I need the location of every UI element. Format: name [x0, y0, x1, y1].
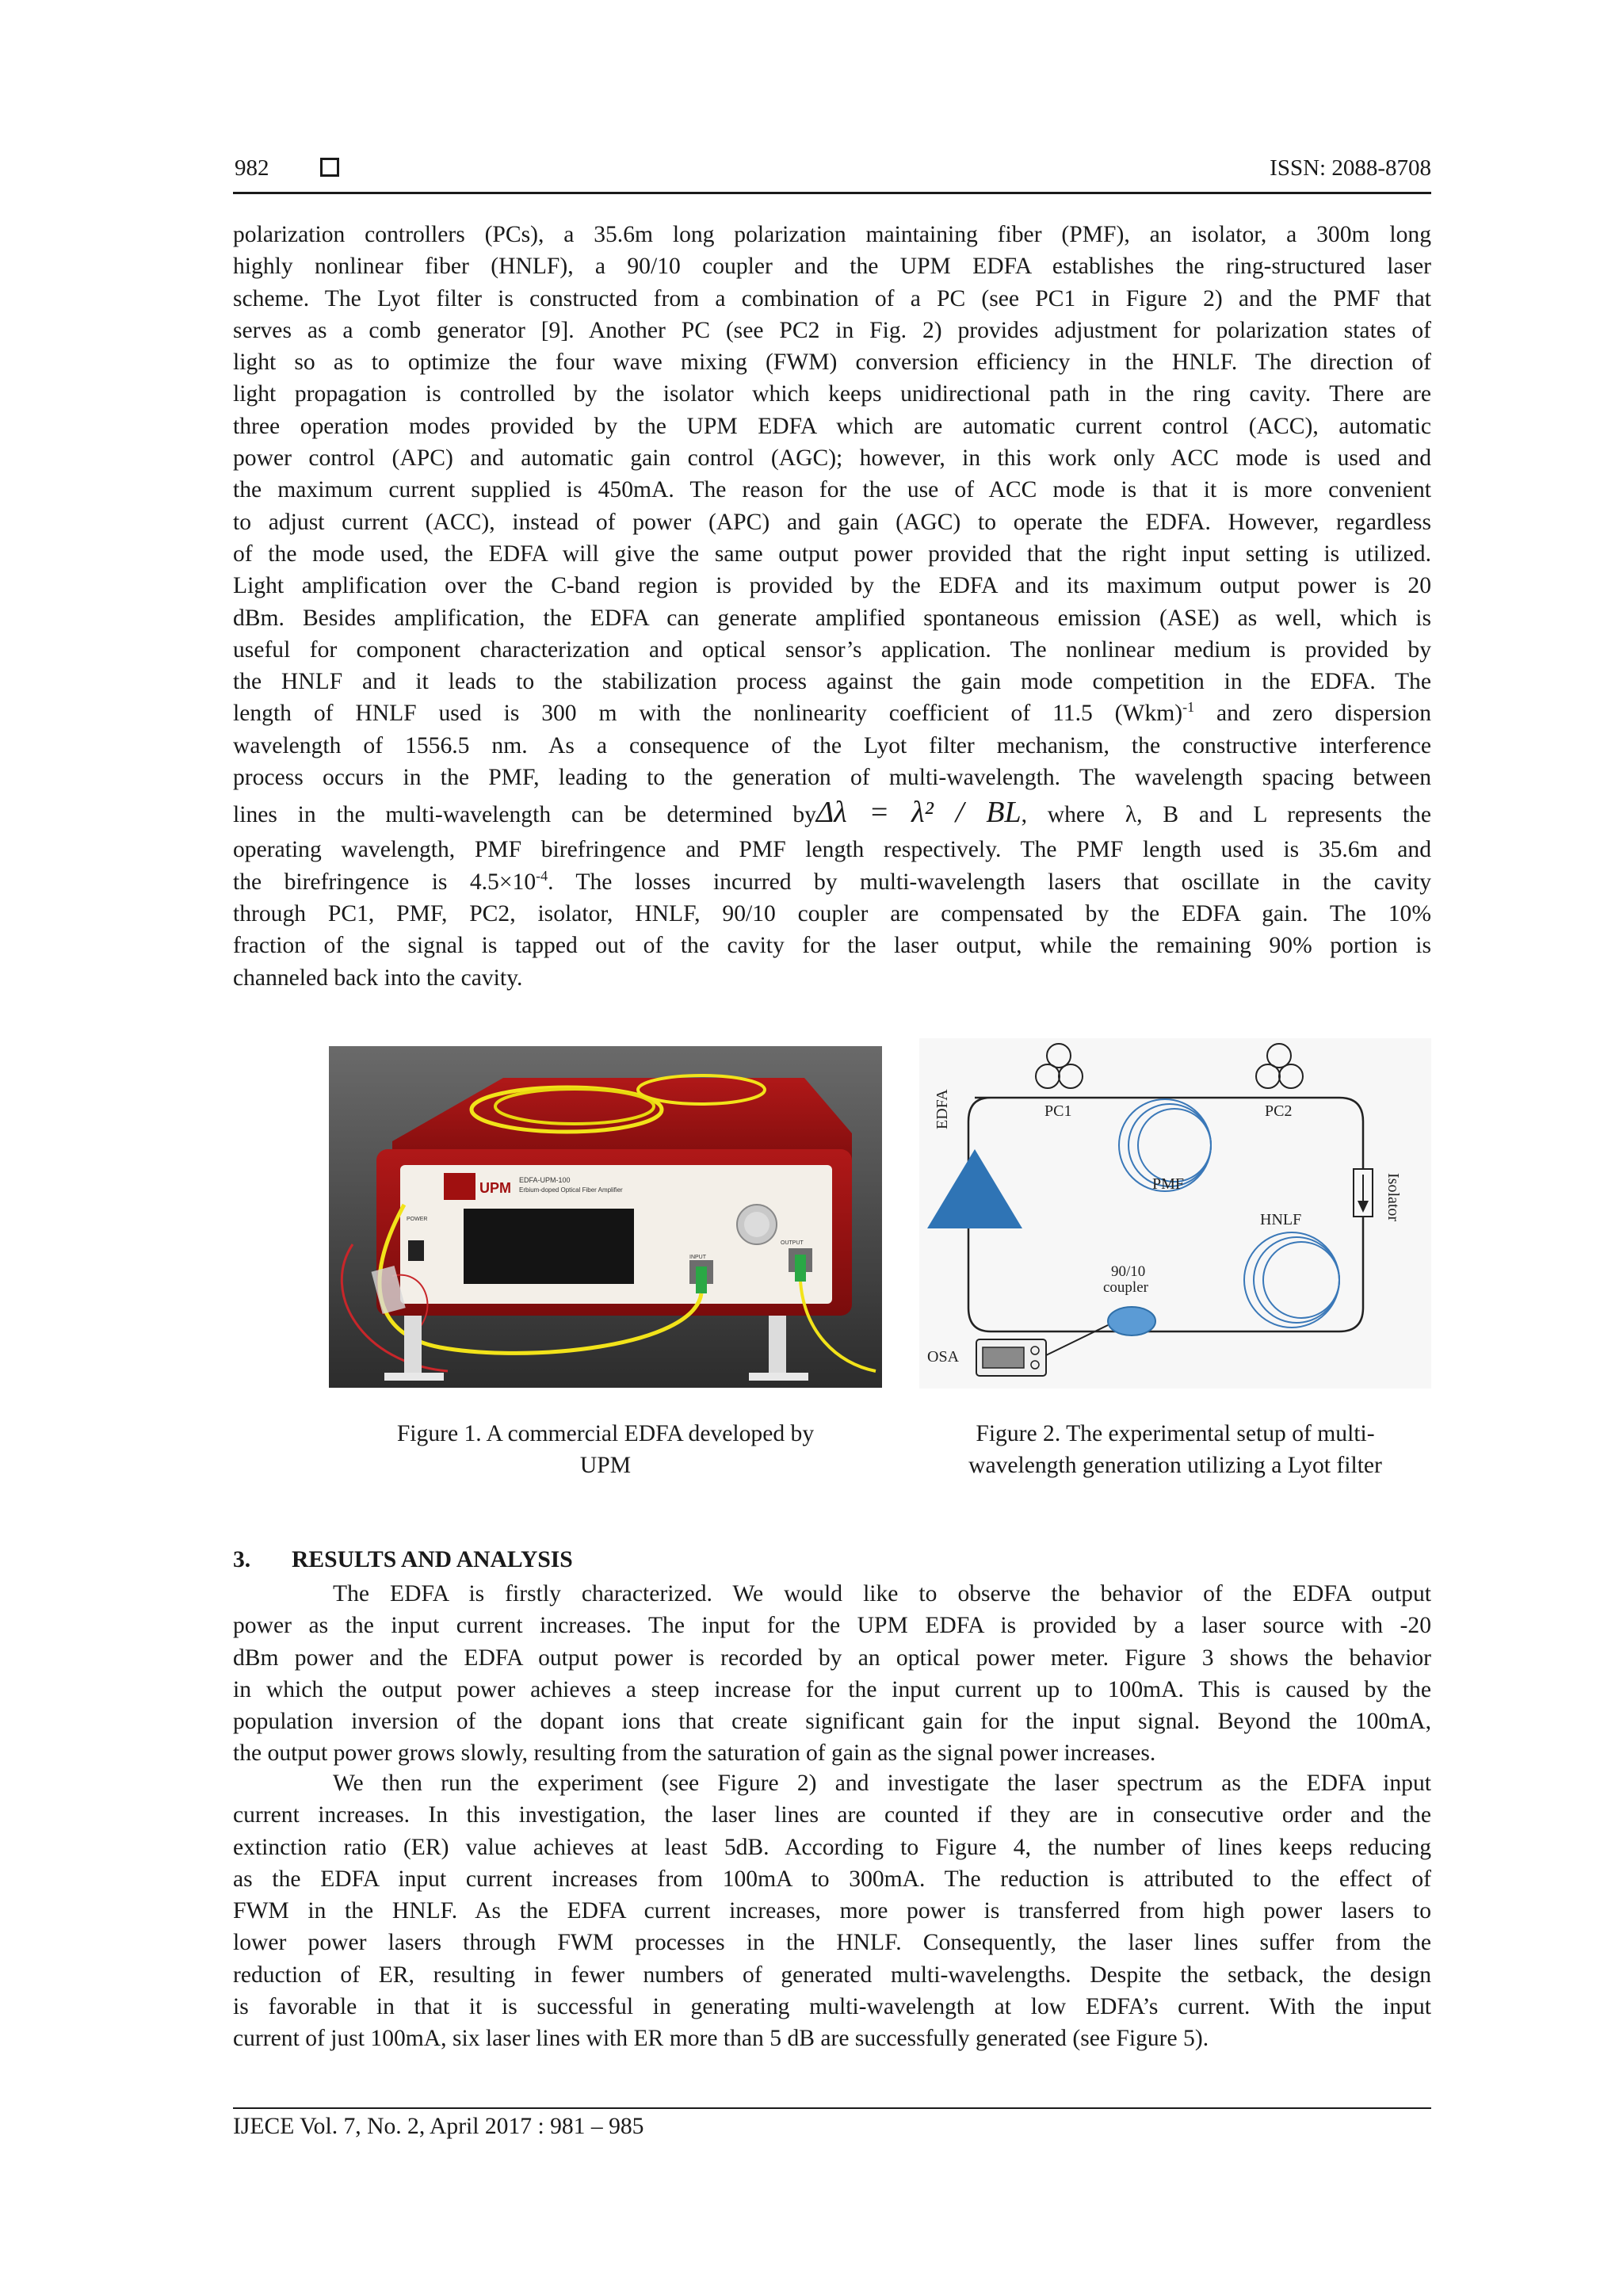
osa-label: OSA — [927, 1348, 960, 1366]
text-fragment: , where λ, B and L represents the — [1021, 802, 1431, 828]
text-line: light so as to optimize the four wave mixing (FWM) conversion efficiency in the HNLF. The direction of — [233, 350, 1431, 376]
text-line: of the mode used, the EDFA will give the same output power provided that the right input setting is utilized. — [233, 541, 1431, 567]
text-line: scheme. The Lyot filter is constructed from a combination of a PC (see PC1 in Figure 2) and the PMF that — [233, 285, 1431, 311]
figure-2-caption — [911, 1418, 1439, 1481]
ring-cavity-diagram — [919, 1038, 1431, 1389]
body-paragraph-1 — [233, 219, 1431, 994]
text-line: three operation modes provided by the UPM EDFA which are automatic current control (ACC), automatic — [233, 413, 1431, 439]
section-number: 3. — [233, 1547, 251, 1572]
device-model: EDFA-UPM-100 — [519, 1176, 571, 1184]
figure-1-caption-line: UPM — [579, 1453, 632, 1478]
text-line: channeled back into the cavity. — [233, 965, 523, 991]
footer-rule — [233, 2107, 1431, 2109]
text-line: operating wavelength, PMF birefringence and PMF length respectively. The PMF length used is 35.6m and — [233, 837, 1431, 863]
pc1-label: PC1 — [1044, 1102, 1072, 1120]
text-line: power as the input current increases. The input for the UPM EDFA is provided by a laser source with -20 — [233, 1613, 1431, 1639]
journal-issn: ISSN: 2088-8708 — [1270, 155, 1431, 181]
header-square-icon — [320, 158, 339, 177]
osa-instrument-icon — [976, 1339, 1046, 1376]
text-line: useful for component characterization and optical sensor’s application. The nonlinear medium is provided by — [233, 636, 1431, 663]
text-line: We then run the experiment (see Figure 2) and investigate the laser spectrum as the EDFA input — [333, 1771, 1431, 1796]
pc2-label: PC2 — [1265, 1102, 1293, 1120]
text-line: serves as a comb generator [9]. Another PC (see PC2 in Fig. 2) provides adjustment for polarization states of — [233, 317, 1431, 343]
text-line: reduction of ER, resulting in fewer numbers of generated multi-wavelengths. Despite the setback, the design — [233, 1962, 1431, 1988]
text-line: lower power lasers through FWM processes in the HNLF. Consequently, the laser lines suffer from the — [233, 1930, 1431, 1956]
isolator-label: Isolator — [1384, 1173, 1402, 1222]
figure-2-caption-line: Figure 2. The experimental setup of multi- — [976, 1421, 1375, 1446]
hnlf-label: HNLF — [1260, 1211, 1302, 1228]
text-line: through PC1, PMF, PC2, isolator, HNLF, 90/10 coupler are compensated by the EDFA gain. The 10% — [233, 900, 1431, 926]
text-line: Light amplification over the C-band region is provided by the EDFA and its maximum output power is 20 — [233, 573, 1431, 599]
text-line — [233, 866, 1431, 898]
figure-1-caption — [329, 1418, 882, 1481]
equation: Δλ = λ² / BL — [815, 796, 1022, 830]
hnlf-coil-icon — [1244, 1232, 1339, 1328]
text-line: the HNLF and it leads to the stabilization process against the gain mode competition in the EDFA. The — [233, 669, 1431, 695]
header-rule — [233, 192, 1431, 194]
footer-citation: IJECE Vol. 7, No. 2, April 2017 : 981 – 985 — [233, 2114, 644, 2139]
text-line: as the EDFA input current increases from 100mA to 300mA. The reduction is attributed to the effect of — [233, 1866, 1431, 1892]
text-line — [233, 793, 1431, 834]
text-line: the maximum current supplied is 450mA. The reason for the use of ACC mode is that it is more convenient — [233, 477, 1431, 503]
text-fragment: . The losses incurred by multi-wavelength lasers that oscillate in the cavity — [548, 869, 1431, 895]
text-line: The EDFA is firstly characterized. We would like to observe the behavior of the EDFA output — [333, 1581, 1431, 1606]
coupler-ratio-label: 90/10 — [1111, 1263, 1146, 1280]
body-paragraph-2 — [233, 1578, 1431, 1770]
figure-1-caption-line: Figure 1. A commercial EDFA developed by — [396, 1421, 815, 1446]
text-line: FWM in the HNLF. As the EDFA current increases, more power is transferred from high power lasers to — [233, 1898, 1431, 1924]
text-line: in which the output power achieves a steep increase for the input current up to 100mA. This is caused by the — [233, 1676, 1431, 1702]
text-fragment: the birefringence is 4.5×10 — [233, 869, 537, 895]
device-subtitle: Erbium-doped Optical Fiber Amplifier — [519, 1186, 623, 1194]
superscript: -4 — [536, 867, 548, 884]
text-line: highly nonlinear fiber (HNLF), a 90/10 coupler and the UPM EDFA establishes the ring-structured laser — [233, 254, 1431, 280]
text-line: wavelength of 1556.5 nm. As a consequence of the Lyot filter mechanism, the constructive interference — [233, 732, 1431, 758]
text-line: is favorable in that it is successful in generating multi-wavelength at low EDFA’s current. With the input — [233, 1994, 1431, 2020]
text-line: extinction ratio (ER) value achieves at least 5dB. According to Figure 4, the number of lines keeps reducing — [233, 1834, 1431, 1860]
body-paragraph-3 — [233, 1767, 1431, 2055]
text-line: light propagation is controlled by the isolator which keeps unidirectional path in the ring cavity. There are — [233, 381, 1431, 407]
text-line: current increases. In this investigation, the laser lines are counted if they are in consecutive order and the — [233, 1802, 1431, 1828]
coupler-icon — [1108, 1307, 1155, 1335]
text-line: polarization controllers (PCs), a 35.6m long polarization maintaining fiber (PMF), an isolator, a 300m long — [233, 222, 1431, 247]
edfa-device-photo — [329, 1046, 882, 1388]
text-line: population inversion of the dopant ions that create significant gain for the input signal. Beyond the 100mA, — [233, 1709, 1431, 1735]
device-brand: UPM — [479, 1180, 511, 1196]
text-fragment: and zero dispersion — [1194, 701, 1431, 727]
text-line: process occurs in the PMF, leading to the generation of multi-wavelength. The wavelength spacing between — [233, 765, 1431, 791]
figure-2-caption-line: wavelength generation utilizing a Lyot filter — [968, 1453, 1382, 1478]
text-line: the output power grows slowly, resulting from the saturation of gain as the signal power increases. — [233, 1740, 1156, 1767]
page-number: 982 — [235, 155, 269, 181]
edfa-label: EDFA — [934, 1089, 951, 1129]
coupler-label: coupler — [1103, 1279, 1148, 1296]
section-title: RESULTS AND ANALYSIS — [292, 1547, 573, 1572]
figure-1-photo — [329, 1046, 882, 1388]
text-line: current of just 100mA, six laser lines with ER more than 5 dB are successfully generated (see Figure 5). — [233, 2026, 1209, 2052]
output-label: OUTPUT — [781, 1240, 804, 1246]
pc2-icon — [1256, 1044, 1303, 1088]
edfa-amplifier-icon — [927, 1149, 1022, 1228]
text-line — [233, 697, 1431, 729]
text-line: to adjust current (ACC), instead of power (APC) and gain (AGC) to operate the EDFA. However, regardless — [233, 509, 1431, 535]
text-line: power control (APC) and automatic gain control (AGC); however, in this work only ACC mode is used and — [233, 445, 1431, 472]
superscript: -1 — [1182, 699, 1195, 716]
text-fragment: lines in the multi-wavelength can be determined by — [233, 802, 816, 828]
input-label: INPUT — [689, 1255, 706, 1260]
text-line: fraction of the signal is tapped out of the cavity for the laser output, while the remaining 90% portion is — [233, 933, 1431, 959]
section-heading — [233, 1547, 573, 1573]
text-fragment: length of HNLF used is 300 m with the nonlinearity coefficient of 11.5 (Wkm) — [233, 701, 1183, 727]
pmf-label: PMF — [1152, 1175, 1185, 1193]
pc1-icon — [1036, 1044, 1083, 1088]
text-line: dBm. Besides amplification, the EDFA can generate amplified spontaneous emission (ASE) as well, which is — [233, 605, 1431, 631]
text-line: dBm power and the EDFA output power is recorded by an optical power meter. Figure 3 shows the behavior — [233, 1645, 1431, 1671]
power-label: POWER — [407, 1217, 428, 1222]
figure-2-diagram — [919, 1038, 1431, 1389]
